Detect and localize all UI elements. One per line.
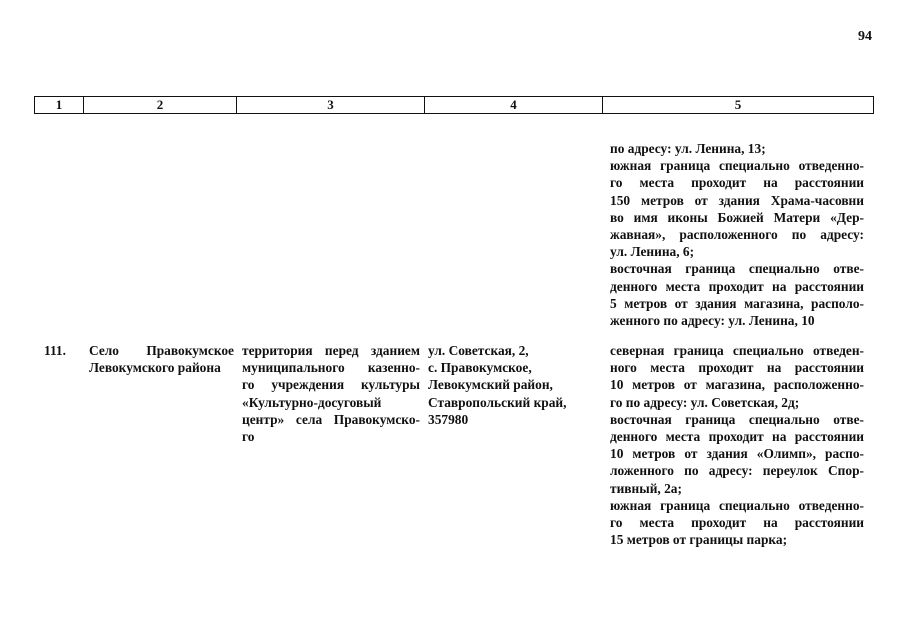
text-line: го места проходит на расстоянии — [610, 515, 864, 531]
text-line: Ставропольский край, — [428, 394, 567, 410]
text-line: территория перед зданием — [242, 343, 420, 358]
text-line: женного по адресу: ул. Ленина, 10 — [610, 313, 815, 329]
territory-cell — [242, 342, 420, 445]
text-line: жавная», расположенного по адресу: — [610, 227, 864, 243]
text-line: ного места проходит на расстоянии — [610, 360, 864, 376]
column-header-1: 1 — [35, 97, 84, 114]
text-line: по адресу: ул. Ленина, 13; — [610, 141, 766, 156]
text-line: го места проходит на расстоянии — [610, 175, 864, 191]
text-line: 10 метров от здания «Олимп», распо- — [610, 446, 864, 462]
text-line: 10 метров от магазина, расположенно- — [610, 377, 864, 393]
column-header-2: 2 — [84, 97, 237, 114]
text-line: денного места проходит на расстоянии — [610, 429, 864, 445]
page-number: 94 — [858, 29, 872, 44]
text-line: го учреждения культуры — [242, 377, 420, 393]
text-line: ул. Советская, 2, — [428, 343, 529, 358]
settlement-cell — [89, 342, 234, 376]
text-line: муниципального казенно- — [242, 360, 420, 376]
column-header-row — [34, 96, 874, 114]
text-line: 5 метров от здания магазина, располо- — [610, 295, 864, 311]
text-line: Левокумского района — [89, 360, 221, 376]
row-number-text: 111. — [44, 343, 66, 358]
text-line: Левокумский район, — [428, 377, 553, 393]
text-line: денного места проходит на расстоянии — [610, 278, 864, 294]
borders-cell — [610, 342, 864, 548]
text-line: 150 метров от здания Храма-часовни — [610, 192, 864, 208]
text-line: восточная граница специально отве- — [610, 261, 864, 277]
column-header-5: 5 — [603, 97, 874, 114]
text-line: Село Правокумское — [89, 343, 234, 358]
text-line: северная граница специально отведен- — [610, 343, 864, 358]
text-line: ул. Ленина, 6; — [610, 244, 695, 260]
text-line: во имя иконы Божией Матери «Дер- — [610, 209, 864, 225]
text-line: го по адресу: ул. Советская, 2д; — [610, 394, 800, 410]
row-number — [44, 342, 84, 359]
text-line: восточная граница специально отве- — [610, 411, 864, 427]
text-line: южная граница специально отведенно- — [610, 497, 864, 513]
continued-borders-text — [610, 140, 864, 329]
address-cell — [428, 342, 600, 428]
text-line: 15 метров от границы парка; — [610, 532, 788, 548]
text-line: 357980 — [428, 411, 469, 427]
column-header-4: 4 — [425, 97, 603, 114]
column-header-3: 3 — [237, 97, 425, 114]
text-line: южная граница специально отведенно- — [610, 158, 864, 174]
text-line: ложенного по адресу: переулок Спор- — [610, 463, 864, 479]
text-line: «Культурно-досуговый — [242, 394, 382, 410]
text-line: го — [242, 429, 255, 445]
text-line: с. Правокумское, — [428, 360, 532, 376]
text-line: центр» села Правокумско- — [242, 411, 420, 427]
text-line: тивный, 2а; — [610, 480, 682, 496]
